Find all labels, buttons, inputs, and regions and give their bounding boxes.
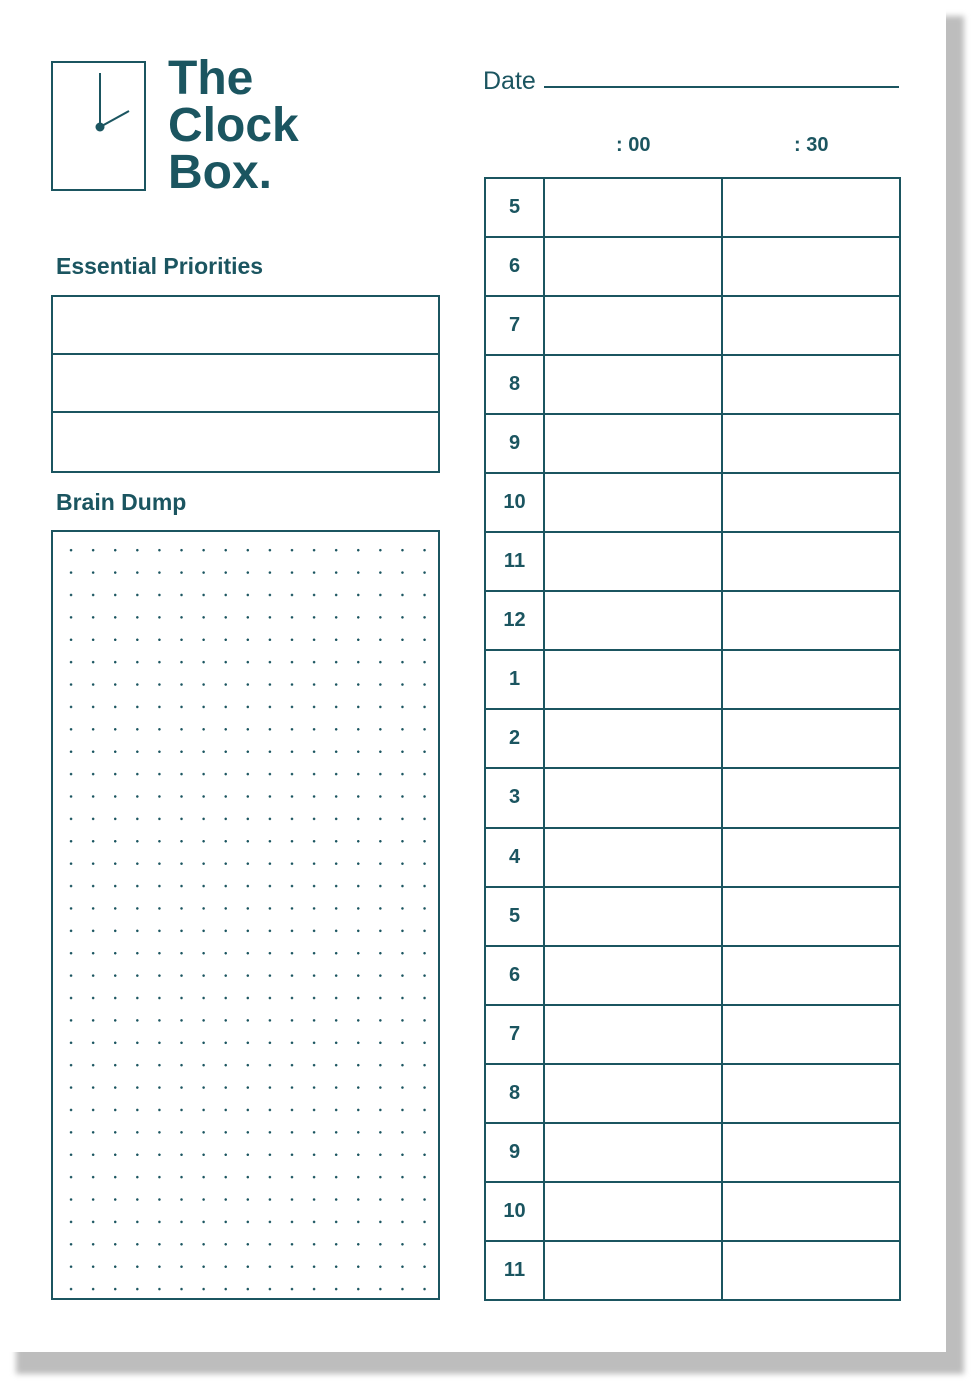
hour-label: 2 bbox=[486, 710, 545, 767]
date-label: Date bbox=[483, 67, 536, 95]
column-header-30: : 30 bbox=[794, 134, 829, 156]
schedule-row bbox=[486, 1065, 899, 1124]
schedule-row bbox=[486, 888, 899, 947]
slot-30-cell[interactable] bbox=[723, 533, 899, 590]
hour-label: 8 bbox=[486, 356, 545, 413]
hour-label: 6 bbox=[486, 947, 545, 1004]
hour-label: 9 bbox=[486, 1124, 545, 1181]
slot-30-cell[interactable] bbox=[723, 710, 899, 767]
brain-dump-dot-grid[interactable] bbox=[51, 530, 440, 1300]
hour-label: 10 bbox=[486, 474, 545, 531]
priorities-heading: Essential Priorities bbox=[56, 253, 264, 279]
hour-label: 3 bbox=[486, 769, 545, 826]
priorities-list bbox=[51, 295, 440, 473]
brand-title-line: Clock bbox=[168, 99, 299, 152]
slot-30-cell[interactable] bbox=[723, 1242, 899, 1299]
hour-label: 1 bbox=[486, 651, 545, 708]
schedule-row bbox=[486, 1124, 899, 1183]
brand-title-line: Box. bbox=[168, 146, 273, 199]
clock-logo-icon bbox=[51, 61, 146, 191]
slot-00-cell[interactable] bbox=[545, 297, 723, 354]
schedule-row bbox=[486, 1242, 899, 1299]
schedule-row bbox=[486, 356, 899, 415]
slot-00-cell[interactable] bbox=[545, 238, 723, 295]
schedule-row bbox=[486, 829, 899, 888]
slot-30-cell[interactable] bbox=[723, 947, 899, 1004]
brand-title bbox=[168, 52, 368, 199]
slot-00-cell[interactable] bbox=[545, 474, 723, 531]
priority-field[interactable] bbox=[53, 413, 438, 471]
slot-00-cell[interactable] bbox=[545, 651, 723, 708]
slot-30-cell[interactable] bbox=[723, 651, 899, 708]
slot-30-cell[interactable] bbox=[723, 1065, 899, 1122]
slot-30-cell[interactable] bbox=[723, 888, 899, 945]
slot-00-cell[interactable] bbox=[545, 179, 723, 236]
hour-label: 11 bbox=[486, 533, 545, 590]
schedule-row bbox=[486, 297, 899, 356]
slot-00-cell[interactable] bbox=[545, 356, 723, 413]
slot-00-cell[interactable] bbox=[545, 829, 723, 886]
schedule-row bbox=[486, 592, 899, 651]
hour-label: 4 bbox=[486, 829, 545, 886]
slot-30-cell[interactable] bbox=[723, 1124, 899, 1181]
slot-00-cell[interactable] bbox=[545, 1242, 723, 1299]
slot-30-cell[interactable] bbox=[723, 179, 899, 236]
slot-30-cell[interactable] bbox=[723, 769, 899, 826]
slot-30-cell[interactable] bbox=[723, 592, 899, 649]
priority-field[interactable] bbox=[53, 355, 438, 413]
slot-00-cell[interactable] bbox=[545, 710, 723, 767]
column-header-00: : 00 bbox=[616, 134, 651, 156]
date-field[interactable] bbox=[544, 86, 899, 88]
hour-label: 6 bbox=[486, 238, 545, 295]
slot-30-cell[interactable] bbox=[723, 474, 899, 531]
slot-00-cell[interactable] bbox=[545, 947, 723, 1004]
time-block-schedule bbox=[484, 177, 901, 1301]
schedule-row bbox=[486, 238, 899, 297]
slot-00-cell[interactable] bbox=[545, 888, 723, 945]
slot-30-cell[interactable] bbox=[723, 829, 899, 886]
slot-00-cell[interactable] bbox=[545, 769, 723, 826]
hour-label: 10 bbox=[486, 1183, 545, 1240]
slot-00-cell[interactable] bbox=[545, 1006, 723, 1063]
slot-30-cell[interactable] bbox=[723, 1006, 899, 1063]
slot-00-cell[interactable] bbox=[545, 533, 723, 590]
schedule-row bbox=[486, 415, 899, 474]
brain-dump-heading: Brain Dump bbox=[56, 489, 187, 515]
hour-label: 11 bbox=[486, 1242, 545, 1299]
slot-00-cell[interactable] bbox=[545, 1183, 723, 1240]
slot-30-cell[interactable] bbox=[723, 415, 899, 472]
slot-00-cell[interactable] bbox=[545, 1065, 723, 1122]
schedule-row bbox=[486, 533, 899, 592]
schedule-row bbox=[486, 947, 899, 1006]
slot-00-cell[interactable] bbox=[545, 1124, 723, 1181]
priority-field[interactable] bbox=[53, 297, 438, 355]
hour-label: 7 bbox=[486, 1006, 545, 1063]
schedule-row bbox=[486, 1006, 899, 1065]
slot-30-cell[interactable] bbox=[723, 356, 899, 413]
hour-label: 7 bbox=[486, 297, 545, 354]
brand-title-line: The bbox=[168, 52, 254, 105]
hour-label: 5 bbox=[486, 179, 545, 236]
hour-label: 9 bbox=[486, 415, 545, 472]
schedule-row bbox=[486, 769, 899, 828]
hour-label: 12 bbox=[486, 592, 545, 649]
schedule-row bbox=[486, 651, 899, 710]
slot-00-cell[interactable] bbox=[545, 592, 723, 649]
slot-30-cell[interactable] bbox=[723, 238, 899, 295]
hour-label: 8 bbox=[486, 1065, 545, 1122]
schedule-row bbox=[486, 474, 899, 533]
slot-00-cell[interactable] bbox=[545, 415, 723, 472]
hour-label: 5 bbox=[486, 888, 545, 945]
schedule-row bbox=[486, 1183, 899, 1242]
schedule-row bbox=[486, 179, 899, 238]
slot-30-cell[interactable] bbox=[723, 1183, 899, 1240]
schedule-row bbox=[486, 710, 899, 769]
slot-30-cell[interactable] bbox=[723, 297, 899, 354]
